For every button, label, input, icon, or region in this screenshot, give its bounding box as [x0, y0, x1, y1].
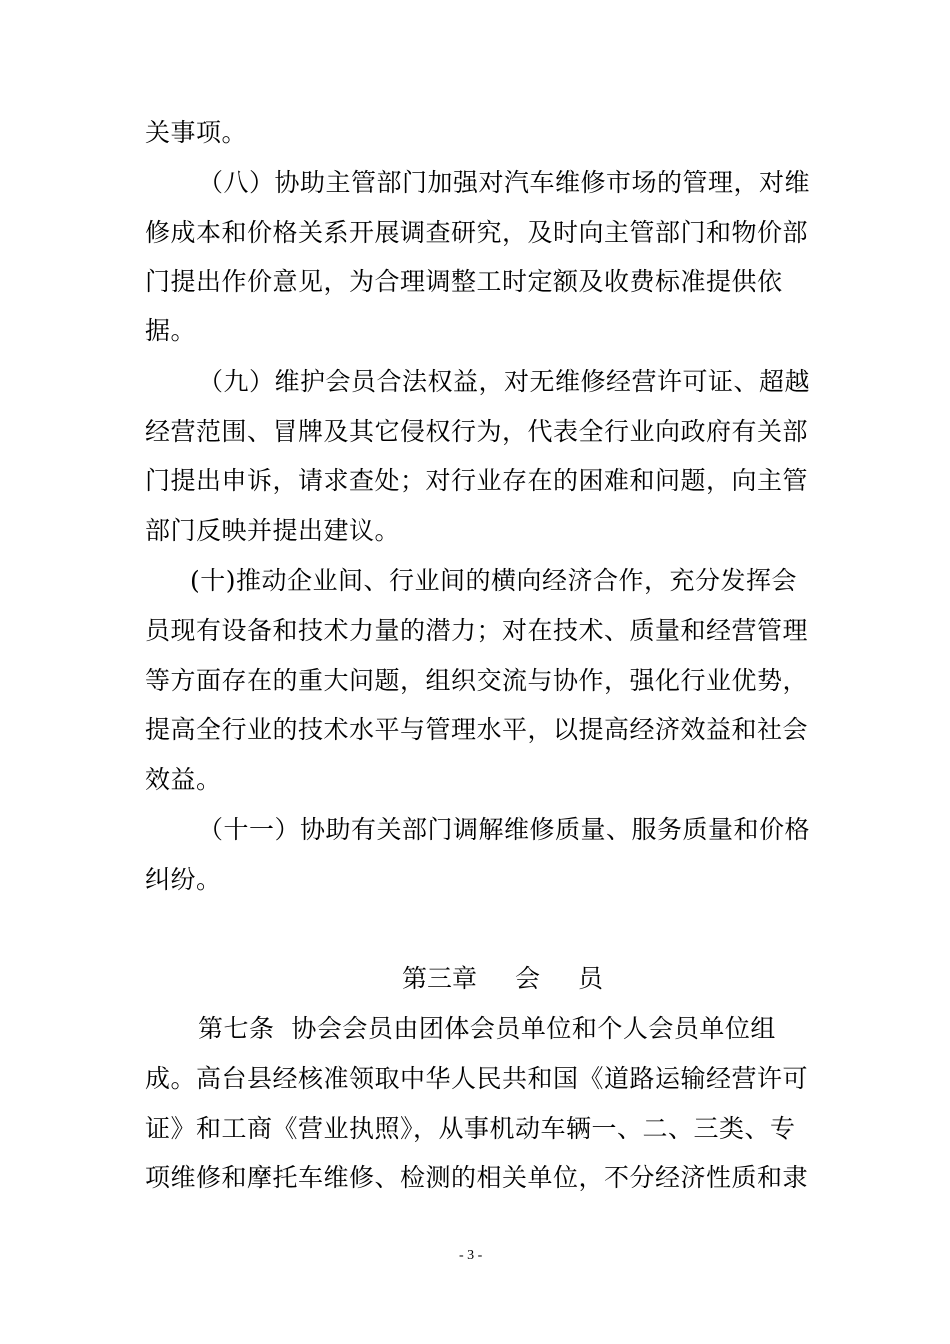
text-line: 提高全行业的技术水平与管理水平，以提高经济效益和社会 — [145, 715, 809, 744]
chapter-number: 第三章 — [402, 964, 478, 993]
text-line: （十一）协助有关部门调解维修质量、服务质量和价格 — [198, 815, 811, 844]
text-line: 效益。 — [145, 765, 222, 794]
text-line: （九）维护会员合法权益，对无维修经营许可证、超越 — [198, 367, 811, 396]
text-line: (十)推动企业间、行业间的横向经济合作，充分发挥会 — [190, 566, 798, 595]
text-line: 等方面存在的重大问题，组织交流与协作，强化行业优势， — [145, 666, 809, 695]
text-line: 关事项。 — [145, 118, 248, 147]
text-line: 据。 — [145, 316, 197, 345]
chapter-title-part: 会 — [515, 964, 541, 993]
text-line: 门提出申诉，请求查处；对行业存在的困难和问题，向主管 — [145, 466, 809, 495]
page-number: - 3 - — [459, 1248, 483, 1263]
chapter-heading — [402, 964, 603, 994]
text-line: 修成本和价格关系开展调查研究，及时向主管部门和物价部 — [145, 218, 809, 247]
text-line: 员现有设备和技术力量的潜力；对在技术、质量和经营管理 — [145, 616, 809, 645]
text-line: 门提出作价意见，为合理调整工时定额及收费标准提供依 — [145, 267, 783, 296]
text-line: 证》和工商《营业执照》，从事机动车辆一、二、三类、专 — [145, 1114, 796, 1143]
text-line: 成。高台县经核准领取中华人民共和国《道路运输经营许可 — [145, 1064, 809, 1093]
text-line: 部门反映并提出建议。 — [145, 516, 401, 545]
text-line: 经营范围、冒牌及其它侵权行为，代表全行业向政府有关部 — [145, 417, 809, 446]
text-line: 项维修和摩托车维修、检测的相关单位，不分经济性质和隶 — [145, 1163, 809, 1192]
text-line: 纠纷。 — [145, 865, 222, 894]
chapter-title-part: 员 — [578, 964, 604, 993]
text-line: （八）协助主管部门加强对汽车维修市场的管理，对维 — [198, 168, 811, 197]
text-line: 第七条 协会会员由团体会员单位和个人会员单位组 — [198, 1014, 776, 1043]
